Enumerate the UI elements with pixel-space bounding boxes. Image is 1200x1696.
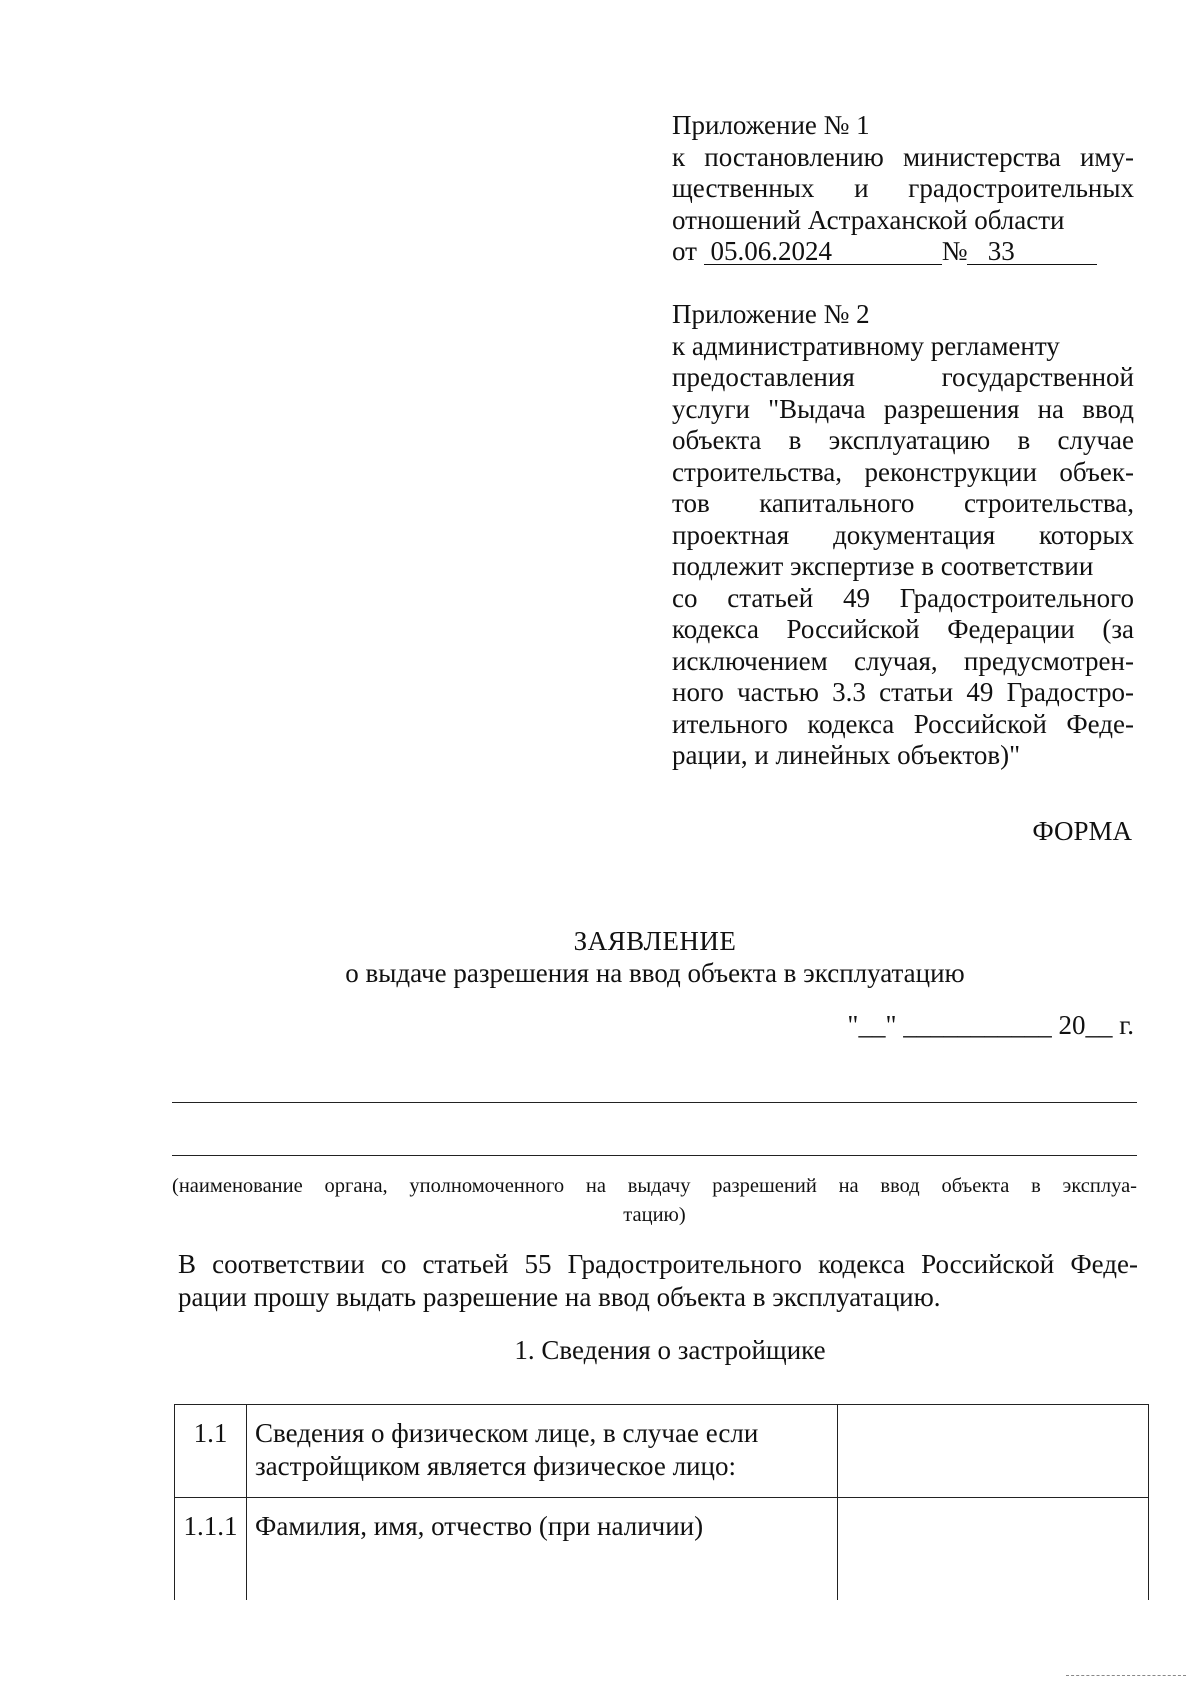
authority-caption-line-2: тацию) <box>623 1204 686 1226</box>
row-label <box>247 1405 838 1498</box>
row-label <box>247 1498 838 1601</box>
date-value: 05.06.2024 <box>710 236 832 266</box>
appendix-2-line: тов капитального строительства, <box>672 488 1134 518</box>
number-prefix: № <box>941 236 968 266</box>
authority-name-line-2[interactable] <box>172 1155 1137 1156</box>
date-field <box>704 238 942 265</box>
number-value: 33 <box>987 236 1015 266</box>
row-number: 1.1 <box>175 1405 247 1498</box>
row-number: 1.1.1 <box>175 1498 247 1601</box>
developer-info-table <box>174 1404 1149 1600</box>
appendix-1-line: щественных и градостроительных <box>672 173 1134 203</box>
row-label-line: Сведения о физическом лице, в случае если <box>255 1418 759 1448</box>
authority-caption-line-1: (наименование органа, уполномоченного на выдачу разрешений на ввод объекта в эксплуа- <box>172 1175 1137 1197</box>
appendix-2-line: подлежит экспертизе в соответствии <box>672 551 1094 581</box>
section-1-title: 1. Сведения о застройщике <box>514 1335 826 1365</box>
application-date-field[interactable]: "__" ___________ 20__ г. <box>847 1010 1134 1040</box>
row-value-cell[interactable] <box>838 1498 1149 1601</box>
scan-artifact-mark <box>1066 1675 1186 1676</box>
number-field <box>967 238 1097 265</box>
appendix-2-line: к административному регламенту <box>672 330 1060 361</box>
table-row <box>175 1498 1149 1601</box>
row-value-cell[interactable] <box>838 1405 1149 1498</box>
appendix-2-line: проектная документация которых <box>672 519 1134 550</box>
appendix-2-block <box>672 299 1134 772</box>
date-prefix: от <box>672 236 697 266</box>
row-label-line: Фамилия, имя, отчество (при наличии) <box>255 1511 704 1541</box>
appendix-1-line: к постановлению министерства иму- <box>672 141 1134 172</box>
appendix-2-line: исключением случая, предусмотрен- <box>672 645 1134 676</box>
request-paragraph-line-2: рации прошу выдать разрешение на ввод объекта в эксплуатацию. <box>178 1282 941 1312</box>
appendix-2-line: услуги "Выдача разрешения на ввод <box>672 393 1134 424</box>
appendix-1-date-number-line <box>672 236 1134 268</box>
authority-name-line-1[interactable] <box>172 1102 1137 1103</box>
appendix-1-block <box>672 110 1134 268</box>
table-row <box>175 1405 1149 1498</box>
document-title: ЗАЯВЛЕНИЕ <box>573 926 737 956</box>
form-label: ФОРМА <box>1032 816 1132 846</box>
row-label-line: застройщиком является физическое лицо: <box>255 1451 736 1481</box>
appendix-2-line: предоставления государственной <box>672 362 1134 392</box>
appendix-1-title: Приложение № 1 <box>672 110 870 140</box>
appendix-2-line: ительного кодекса Российской Феде- <box>672 708 1134 739</box>
appendix-2-line: объекта в эксплуатацию в случае <box>672 425 1134 455</box>
appendix-2-line: рации, и линейных объектов)" <box>672 740 1021 770</box>
appendix-2-title: Приложение № 2 <box>672 299 870 329</box>
appendix-2-line: кодекса Российской Федерации (за <box>672 614 1134 644</box>
appendix-2-line: со статьей 49 Градостроительного <box>672 582 1134 613</box>
request-paragraph <box>178 1248 1138 1314</box>
authority-caption <box>172 1172 1137 1230</box>
appendix-2-line: ного частью 3.3 статьи 49 Градостро- <box>672 677 1134 707</box>
request-paragraph-line-1: В соответствии со статьей 55 Градостроительного кодекса Российской Феде- <box>178 1249 1138 1279</box>
document-subtitle: о выдаче разрешения на ввод объекта в эксплуатацию <box>345 958 965 988</box>
appendix-2-line: строительства, реконструкции объек- <box>672 456 1134 487</box>
appendix-1-line: отношений Астраханской области <box>672 204 1065 235</box>
